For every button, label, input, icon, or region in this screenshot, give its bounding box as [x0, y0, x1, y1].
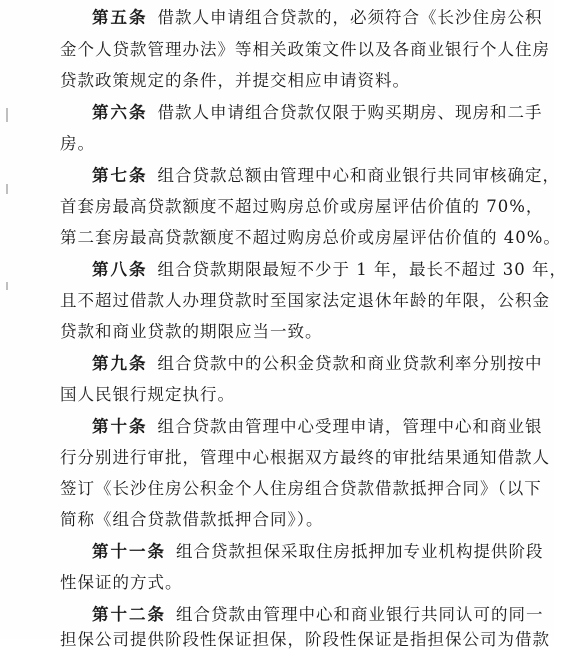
article-10-number: 第十条: [92, 417, 148, 436]
article-10-line-2: 行分别进行审批，管理中心根据双方最终的审批结果通知借款人: [60, 448, 550, 467]
article-6-number: 第六条: [92, 103, 148, 122]
article-12-line-2: 担保公司提供阶段性保证担保，阶段性保证是指担保公司为借款: [60, 630, 550, 649]
article-5-line-3: 贷款政策规定的条件，并提交相应申请资料。: [60, 71, 410, 90]
article-6-line-2: 房。: [60, 134, 95, 153]
article-12-number: 第十二条: [92, 605, 166, 624]
article-7-line-3: 第二套房最高贷款额度不超过购房总价或房屋评估价值的 40%。: [60, 228, 561, 247]
article-11-line-2: 性保证的方式。: [60, 573, 183, 592]
article-5-number: 第五条: [92, 8, 148, 27]
article-10-line-4: 简称《组合贷款借款抵押合同》）。: [60, 510, 324, 529]
margin-mark: [6, 184, 8, 194]
article-7-number: 第七条: [92, 166, 148, 185]
article-10-line-3: 签订《长沙住房公积金个人住房组合贷款借款抵押合同》（以下: [60, 479, 542, 498]
margin-mark: [6, 108, 8, 122]
article-9-number: 第九条: [92, 354, 148, 373]
article-5-line-2: 金个人贷款管理办法》等相关政策文件以及各商业银行个人住房: [60, 40, 550, 59]
article-8-number: 第八条: [92, 260, 148, 279]
article-11-line-1: 第十一条 组合贷款担保采取住房抵押加专业机构提供阶段: [92, 542, 544, 561]
article-8-line-2: 且不超过借款人办理贷款时至国家法定退休年龄的年限，公积金: [60, 291, 550, 310]
margin-mark: [6, 282, 8, 290]
article-10-line-1: 第十条 组合贷款由管理中心受理申请，管理中心和商业银: [92, 417, 543, 436]
article-9-line-2: 国人民银行规定执行。: [60, 385, 235, 404]
article-11-number: 第十一条: [92, 542, 166, 561]
article-7-line-1: 第七条 组合贷款总额由管理中心和商业银行共同审核确定，: [92, 166, 560, 185]
article-9-line-1: 第九条 组合贷款中的公积金贷款和商业贷款利率分别按中: [92, 354, 543, 373]
article-8-line-1: 第八条 组合贷款期限最短不少于 1 年，最长不超过 30 年，: [92, 260, 567, 279]
article-6-line-1: 第六条 借款人申请组合贷款仅限于购买期房、现房和二手: [92, 103, 543, 122]
article-5-line-1: 第五条 借款人申请组合贷款的，必须符合《长沙住房公积: [92, 8, 543, 27]
article-8-line-3: 贷款和商业贷款的期限应当一致。: [60, 322, 323, 341]
article-7-line-2: 首套房最高贷款额度不超过购房总价或房屋评估价值的 70%，: [60, 197, 544, 216]
article-12-line-1: 第十二条 组合贷款由管理中心和商业银行共同认可的同一: [92, 605, 544, 624]
